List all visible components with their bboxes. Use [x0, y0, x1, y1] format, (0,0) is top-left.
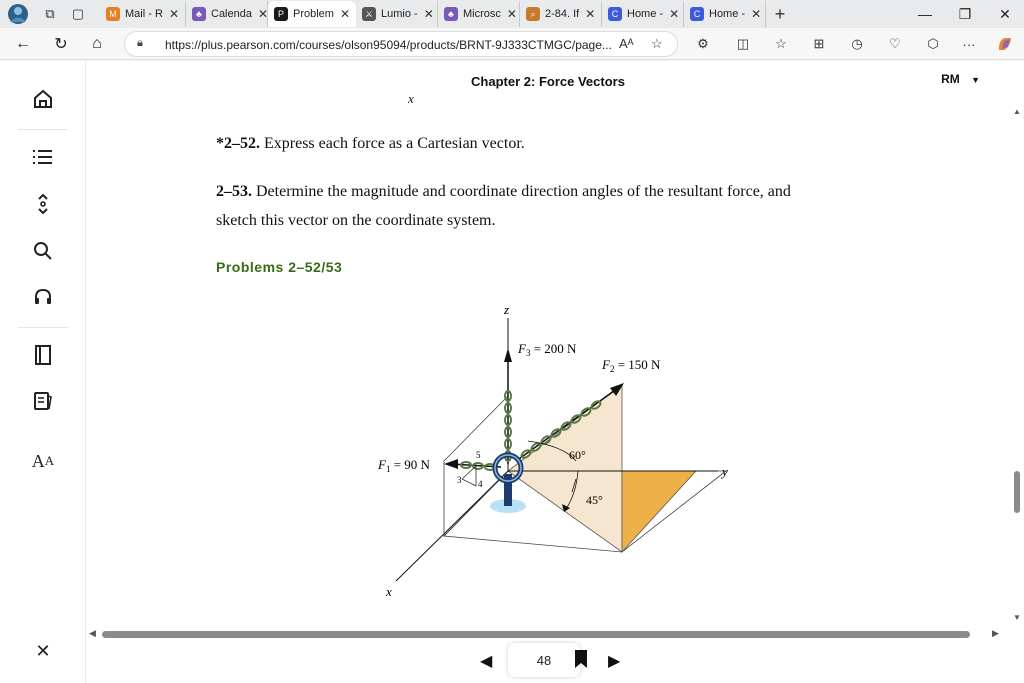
tab-favicon-icon: C [690, 7, 704, 21]
next-page-icon[interactable]: ▶ [608, 653, 621, 670]
problem-number: *2–52. [216, 135, 260, 152]
user-initials: RM [941, 72, 960, 86]
workspaces-icon[interactable]: ⧉ [45, 6, 55, 21]
clipped-x-label: x [408, 91, 414, 106]
home-icon[interactable] [22, 81, 64, 117]
site-info-icon[interactable]: 🔒︎ [137, 37, 143, 49]
tab-favicon-icon: M [106, 7, 120, 21]
force-vector-figure [366, 296, 746, 616]
close-window-button[interactable]: ✕ [999, 5, 1011, 22]
close-tab-icon[interactable]: ✕ [585, 7, 596, 21]
page-navigation-icon[interactable] [22, 186, 64, 222]
close-tab-icon[interactable]: ✕ [339, 7, 351, 21]
back-button[interactable]: ← [15, 35, 31, 52]
refresh-button[interactable]: ↻ [54, 36, 68, 53]
y-axis-label: y [722, 464, 728, 479]
caret-down-icon: ▼ [971, 75, 980, 85]
settings-more-icon[interactable]: ··· [962, 36, 976, 52]
previous-page-icon[interactable]: ◀ [480, 653, 493, 670]
user-menu[interactable] [941, 72, 980, 86]
f3-label: $F_3 = 200$ N [518, 341, 577, 358]
reader-content [86, 61, 1024, 683]
home-button[interactable]: ⌂ [92, 35, 102, 52]
slope-3: 3 [457, 475, 462, 485]
collections-icon[interactable]: ⊞ [813, 36, 825, 51]
yz-plane-triangle [508, 384, 622, 552]
close-tab-icon[interactable]: ✕ [669, 7, 680, 21]
notebook-icon[interactable] [22, 337, 64, 373]
f1-arrowhead [444, 459, 458, 469]
tab-favicon-icon: ♣ [192, 7, 206, 21]
performance-icon[interactable]: ♡ [889, 36, 901, 51]
browser-essentials-icon[interactable]: ⬡ [927, 36, 939, 51]
chapter-header [86, 61, 1010, 101]
favorite-star-icon[interactable]: ☆ [651, 36, 663, 51]
minimize-button[interactable]: — [918, 6, 932, 22]
page-viewport [86, 91, 1010, 631]
browser-tab[interactable] [438, 1, 520, 27]
browser-tab[interactable] [520, 1, 602, 27]
scroll-left-arrow[interactable]: ◀ [89, 628, 96, 638]
x-axis [396, 471, 508, 581]
figure-title: Problems 2–52/53 [216, 259, 343, 275]
restore-button[interactable]: ❐ [958, 5, 972, 22]
problem-text: Express each force as a Cartesian vector. [264, 135, 525, 152]
browser-tab[interactable] [186, 1, 268, 27]
f2-projection-triangle [622, 471, 696, 552]
table-of-contents-icon[interactable] [22, 139, 64, 175]
search-icon[interactable] [22, 233, 64, 269]
extensions-icon[interactable]: ⚙ [697, 36, 709, 51]
vertical-scrollbar[interactable] [1010, 101, 1024, 631]
close-tab-icon[interactable]: ✕ [751, 7, 762, 21]
profile-icon [7, 3, 29, 25]
tab-title: 2-84. If [545, 8, 580, 20]
tab-title: Calenda [211, 8, 252, 20]
browser-tab[interactable] [100, 1, 186, 27]
tab-title: Microsc [463, 8, 501, 20]
f3-arrowhead [504, 348, 512, 362]
tab-favicon-icon: C [608, 7, 622, 21]
x-axis-label: x [386, 584, 392, 599]
problem-text-continued: sketch this vector on the coordinate system. [216, 212, 496, 229]
problem-number: 2–53. [216, 183, 252, 200]
tab-favicon-icon: ⚔ [362, 7, 376, 21]
browser-tab[interactable] [684, 1, 766, 27]
close-tab-icon[interactable]: ✕ [423, 7, 434, 21]
angle-45-label: 45° [586, 493, 603, 507]
tab-title: Mail - R [125, 8, 163, 20]
address-bar [0, 28, 1024, 60]
page-number: 48 [536, 652, 552, 668]
bookmark-icon[interactable] [574, 649, 588, 674]
history-icon[interactable]: ◷ [851, 36, 863, 51]
audio-headphones-icon[interactable] [22, 279, 64, 315]
url-text[interactable]: https://plus.pearson.com/courses/olson95094/products/BRNT-9J333CTMGC/page... [165, 38, 612, 52]
text-size-icon[interactable]: A A [31, 450, 55, 471]
page-nav-bar [86, 639, 1024, 683]
close-sidebar-icon[interactable]: ✕ [35, 640, 51, 661]
close-tab-icon[interactable]: ✕ [506, 7, 517, 21]
slope-4: 4 [478, 479, 483, 489]
copilot-icon[interactable] [994, 34, 1016, 54]
scroll-up-arrow[interactable]: ▲ [1013, 107, 1021, 116]
f1-label: $F_1 = 90$ N [378, 457, 430, 474]
split-screen-icon[interactable]: ◫ [736, 36, 750, 51]
tab-favicon-icon: ⌕ [526, 7, 540, 21]
tab-bar [0, 0, 1024, 28]
chapter-title: Chapter 2: Force Vectors [471, 73, 625, 89]
profile-avatar[interactable] [0, 0, 36, 28]
tab-strip [100, 0, 766, 28]
slope-5: 5 [476, 450, 481, 460]
tab-title: Home - [709, 8, 746, 20]
z-axis-label: z [504, 302, 510, 317]
tab-title: Problem [293, 8, 334, 20]
browser-tab[interactable] [602, 1, 684, 27]
url-box[interactable] [124, 31, 678, 57]
vertical-tabs-icon[interactable]: ▢ [71, 6, 85, 21]
tab-title: Home - [627, 8, 664, 20]
f3-chain [505, 391, 511, 461]
problem-2-53 [216, 177, 876, 235]
tab-favicon-icon: ♣ [444, 7, 458, 21]
hscroll-thumb[interactable] [102, 631, 970, 638]
browser-tab[interactable] [356, 1, 438, 27]
slope-triangle [462, 466, 476, 486]
f2-label: $F_2 = 150$ N [602, 357, 661, 374]
close-tab-icon[interactable]: ✕ [168, 7, 179, 21]
new-tab-button[interactable]: + [774, 3, 786, 24]
reader-sidebar [0, 61, 86, 683]
close-tab-icon[interactable]: ✕ [257, 7, 269, 21]
angle-60-label: 60° [569, 448, 586, 462]
tab-favicon-icon: P [274, 7, 288, 21]
read-aloud-icon[interactable]: Aᴬ [619, 36, 634, 51]
tab-title: Lumio - [381, 8, 418, 20]
favorites-icon[interactable]: ☆ [775, 36, 787, 51]
browser-tab[interactable] [268, 1, 356, 27]
scroll-down-arrow[interactable]: ▼ [1013, 613, 1021, 622]
scroll-right-arrow[interactable]: ▶ [992, 628, 999, 638]
flashcards-icon[interactable] [22, 383, 64, 419]
problem-text: Determine the magnitude and coordinate direction angles of the resultant force, and [256, 183, 791, 200]
scroll-thumb[interactable] [1014, 471, 1020, 513]
problem-2-52 [216, 129, 525, 158]
page-number-box[interactable] [508, 643, 580, 677]
